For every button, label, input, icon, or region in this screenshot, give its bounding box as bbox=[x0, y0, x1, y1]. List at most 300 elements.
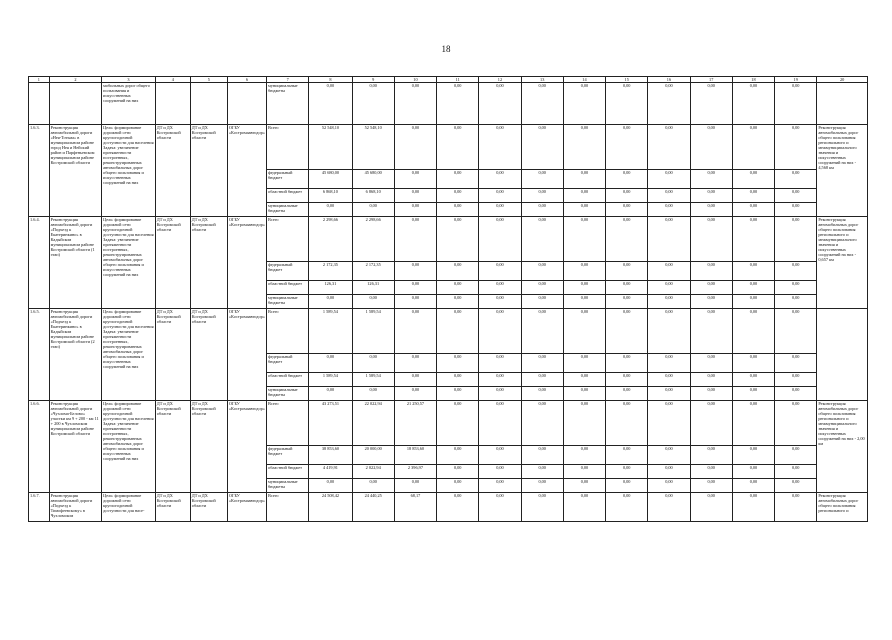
value-cell: 0,00 bbox=[563, 373, 605, 387]
value-cell: 0,00 bbox=[775, 281, 817, 295]
measure-row bbox=[29, 493, 868, 522]
value-cell: 0,00 bbox=[521, 281, 563, 295]
value-cell: 0,00 bbox=[648, 203, 690, 217]
value-cell: 0,00 bbox=[648, 262, 690, 281]
value-cell: 0,00 bbox=[479, 373, 521, 387]
value-cell: 0,00 bbox=[437, 295, 479, 309]
value-cell: 0,00 bbox=[479, 125, 521, 170]
value-cell: 0,00 bbox=[775, 309, 817, 354]
value-cell: 0,00 bbox=[648, 295, 690, 309]
value-cell: 0,00 bbox=[606, 479, 648, 493]
value-cell: 0,00 bbox=[394, 262, 436, 281]
column-header: 1 bbox=[29, 77, 50, 83]
measure-goal: Цель: формирование дорожной сети круглогодичной доступности для населения Задача: увеличение протяженности построенных, реконструированных автомобильных дорог общего пользования и искусственных сооружений на них bbox=[102, 125, 156, 217]
value-cell: 0,00 bbox=[690, 479, 732, 493]
program-table bbox=[28, 76, 868, 522]
measure-row bbox=[29, 309, 868, 354]
value-cell: 68,17 bbox=[394, 493, 436, 522]
value-cell: 0,00 bbox=[606, 373, 648, 387]
value-cell: 0,00 bbox=[606, 401, 648, 446]
value-cell: 0,00 bbox=[479, 189, 521, 203]
column-header: 13 bbox=[521, 77, 563, 83]
value-cell: 0,00 bbox=[648, 189, 690, 203]
value-cell: 0,00 bbox=[775, 354, 817, 373]
value-cell: 1 589,54 bbox=[352, 373, 394, 387]
value-cell: 24 440,25 bbox=[352, 493, 394, 522]
value-cell: 0,00 bbox=[690, 446, 732, 465]
value-cell: 0,00 bbox=[563, 401, 605, 446]
value-cell: 0,00 bbox=[775, 83, 817, 125]
value-cell: 0,00 bbox=[521, 295, 563, 309]
value-cell: 0,00 bbox=[521, 446, 563, 465]
empty-cell bbox=[29, 83, 50, 125]
value-cell: 0,00 bbox=[606, 217, 648, 262]
measure-goal: Цель: формирование дорожной сети круглогодичной доступности для населения Задача: увеличение протяженности построенных, реконструированных автомобильных дорог общего пользования и искусственных сооружений на них bbox=[102, 309, 156, 401]
empty-cell bbox=[817, 83, 868, 125]
value-cell: 0,00 bbox=[775, 295, 817, 309]
value-cell: 0,00 bbox=[775, 446, 817, 465]
value-cell: 45 680,00 bbox=[309, 170, 352, 189]
value-cell: 0,00 bbox=[690, 125, 732, 170]
value-cell: 0,00 bbox=[690, 83, 732, 125]
measure-name: Реконструкция автомобильной дороги «Нея-Тотьма» в муниципальном районе город Нея и Нейский район и Парфеньевском муниципальном районе Костромской области bbox=[49, 125, 102, 217]
value-cell: 0,00 bbox=[648, 373, 690, 387]
value-cell: 0,00 bbox=[690, 203, 732, 217]
value-cell: 0,00 bbox=[437, 387, 479, 401]
page-number: 18 bbox=[441, 44, 451, 54]
value-cell: 0,00 bbox=[732, 465, 774, 479]
value-cell: 0,00 bbox=[648, 83, 690, 125]
funding-source: областной бюджет bbox=[267, 373, 309, 387]
value-cell: 0,00 bbox=[394, 203, 436, 217]
value-cell: 0,00 bbox=[394, 295, 436, 309]
value-cell: 0,00 bbox=[521, 217, 563, 262]
empty-cell bbox=[49, 83, 102, 125]
value-cell: 4 419,91 bbox=[309, 465, 352, 479]
funding-source: муниципальные бюджеты bbox=[267, 479, 309, 493]
value-cell: 0,00 bbox=[521, 465, 563, 479]
value-cell: 0,00 bbox=[648, 493, 690, 522]
column-header: 10 bbox=[394, 77, 436, 83]
measure-code: 1.6.7. bbox=[29, 493, 50, 522]
value-cell: 0,00 bbox=[352, 83, 394, 125]
funding-source: областной бюджет bbox=[267, 189, 309, 203]
value-cell: 0,00 bbox=[521, 354, 563, 373]
measure-name: Реконструкция автомобильной дороги «Подъезд к Екатеринкино» в Кадыйском муниципальном районе Костромской области (2 этап) bbox=[49, 309, 102, 401]
measure-code: 1.6.5. bbox=[29, 309, 50, 401]
value-cell: 0,00 bbox=[352, 479, 394, 493]
value-cell: 0,00 bbox=[732, 189, 774, 203]
column-header: 2 bbox=[49, 77, 102, 83]
value-cell: 0,00 bbox=[394, 479, 436, 493]
column-header: 4 bbox=[155, 77, 190, 83]
value-cell: 0,00 bbox=[437, 189, 479, 203]
value-cell: 2 022,94 bbox=[352, 465, 394, 479]
value-cell: 0,00 bbox=[479, 83, 521, 125]
value-cell: 0,00 bbox=[606, 465, 648, 479]
value-cell: 0,00 bbox=[563, 309, 605, 354]
value-cell: 1 589,54 bbox=[352, 309, 394, 354]
value-cell: 0,00 bbox=[479, 401, 521, 446]
value-cell: 0,00 bbox=[732, 83, 774, 125]
value-cell: 0,00 bbox=[648, 446, 690, 465]
value-cell: 0,00 bbox=[775, 401, 817, 446]
value-cell: 0,00 bbox=[648, 125, 690, 170]
column-header: 16 bbox=[648, 77, 690, 83]
value-cell: 0,00 bbox=[563, 83, 605, 125]
value-cell: 0,00 bbox=[648, 217, 690, 262]
value-cell: 0,00 bbox=[732, 170, 774, 189]
measure-executor: ДТ и ДХ Костромской области bbox=[190, 125, 227, 217]
value-cell: 0,00 bbox=[479, 446, 521, 465]
value-cell: 0,00 bbox=[690, 217, 732, 262]
measure-result: Реконструкция автомобильных дорог общего пользования регионального и межмуниципального значения и искусственных сооружений на них - 4,568 км bbox=[817, 125, 868, 217]
value-cell: 0,00 bbox=[394, 354, 436, 373]
measure-org: ОГБУ «Костромаавтодор» bbox=[227, 125, 266, 217]
measure-name: Реконструкция автомобильной дороги «Подъезд к Тимофеевскому» в Чухломском bbox=[49, 493, 102, 522]
value-cell: 0,00 bbox=[563, 295, 605, 309]
value-cell: 0,00 bbox=[521, 170, 563, 189]
value-cell: 20 000,00 bbox=[352, 446, 394, 465]
value-cell: 0,00 bbox=[690, 170, 732, 189]
column-header: 3 bbox=[102, 77, 156, 83]
value-cell: 0,00 bbox=[479, 203, 521, 217]
value-cell: 0,00 bbox=[437, 262, 479, 281]
measure-executor: ДТ и ДХ Костромской области bbox=[190, 493, 227, 522]
value-cell: 0,00 bbox=[606, 354, 648, 373]
value-cell: 0,00 bbox=[648, 401, 690, 446]
value-cell: 0,00 bbox=[606, 493, 648, 522]
value-cell: 0,00 bbox=[775, 170, 817, 189]
value-cell: 0,00 bbox=[309, 83, 352, 125]
value-cell: 0,00 bbox=[352, 295, 394, 309]
value-cell: 0,00 bbox=[352, 387, 394, 401]
measure-org: ОГБУ «Костромаавтодор» bbox=[227, 493, 266, 522]
value-cell: 0,00 bbox=[563, 125, 605, 170]
value-cell: 22 022,94 bbox=[352, 401, 394, 446]
column-header: 11 bbox=[437, 77, 479, 83]
measure-customer: ДТ и ДХ Костромской области bbox=[155, 401, 190, 493]
funding-source: муниципальные бюджеты bbox=[267, 295, 309, 309]
value-cell: 0,00 bbox=[437, 373, 479, 387]
funding-source: муниципальные бюджеты bbox=[267, 203, 309, 217]
value-cell: 0,00 bbox=[775, 465, 817, 479]
value-cell: 0,00 bbox=[479, 309, 521, 354]
value-cell: 0,00 bbox=[437, 309, 479, 354]
measure-row bbox=[29, 217, 868, 262]
value-cell: 38 853,60 bbox=[309, 446, 352, 465]
value-cell: 0,00 bbox=[648, 309, 690, 354]
value-cell: 0,00 bbox=[479, 493, 521, 522]
value-cell: 0,00 bbox=[521, 203, 563, 217]
value-cell: 0,00 bbox=[775, 262, 817, 281]
column-header: 20 bbox=[817, 77, 868, 83]
measure-org: ОГБУ «Костромаавтодор» bbox=[227, 217, 266, 309]
value-cell: 0,00 bbox=[775, 189, 817, 203]
value-cell: 43 273,51 bbox=[309, 401, 352, 446]
funding-source: областной бюджет bbox=[267, 281, 309, 295]
value-cell: 2 298,66 bbox=[352, 217, 394, 262]
measure-row bbox=[29, 125, 868, 170]
funding-source: муниципальные бюджеты bbox=[267, 83, 309, 125]
measure-result: Реконструкция автомобильных дорог общего пользования регионального и bbox=[817, 493, 868, 522]
value-cell: 0,00 bbox=[479, 465, 521, 479]
value-cell: 0,00 bbox=[775, 387, 817, 401]
value-cell: 0,00 bbox=[521, 387, 563, 401]
funding-source: областной бюджет bbox=[267, 465, 309, 479]
value-cell: 0,00 bbox=[437, 401, 479, 446]
value-cell: 0,00 bbox=[732, 479, 774, 493]
value-cell: 0,00 bbox=[606, 189, 648, 203]
value-cell: 0,00 bbox=[732, 446, 774, 465]
empty-cell bbox=[190, 83, 227, 125]
value-cell: 45 680,00 bbox=[352, 170, 394, 189]
measure-result: Реконструкция автомобильных дорог общего пользования регионального и межмуниципального значения и искусственных сооружений на них - 2,00 км bbox=[817, 401, 868, 493]
funding-source: федеральный бюджет bbox=[267, 262, 309, 281]
funding-source: Всего bbox=[267, 493, 309, 522]
value-cell: 0,00 bbox=[732, 281, 774, 295]
measure-code: 1.6.6. bbox=[29, 401, 50, 493]
value-cell: 0,00 bbox=[648, 170, 690, 189]
value-cell: 126,31 bbox=[309, 281, 352, 295]
value-cell: 0,00 bbox=[437, 170, 479, 189]
value-cell: 0,00 bbox=[394, 281, 436, 295]
value-cell: 0,00 bbox=[563, 465, 605, 479]
value-cell: 6 868,10 bbox=[309, 189, 352, 203]
column-header: 7 bbox=[267, 77, 309, 83]
column-header: 18 bbox=[732, 77, 774, 83]
value-cell: 0,00 bbox=[437, 465, 479, 479]
value-cell: 0,00 bbox=[352, 203, 394, 217]
value-cell: 0,00 bbox=[775, 493, 817, 522]
measure-customer: ДТ и ДХ Костромской области bbox=[155, 125, 190, 217]
value-cell: 18 853,60 bbox=[394, 446, 436, 465]
funding-source: муниципальные бюджеты bbox=[267, 387, 309, 401]
value-cell: 126,31 bbox=[352, 281, 394, 295]
value-cell: 0,00 bbox=[437, 203, 479, 217]
measure-customer: ДТ и ДХ Костромской области bbox=[155, 493, 190, 522]
value-cell: 0,00 bbox=[479, 262, 521, 281]
column-header: 6 bbox=[227, 77, 266, 83]
value-cell: 0,00 bbox=[563, 479, 605, 493]
value-cell: 0,00 bbox=[775, 373, 817, 387]
value-cell: 0,00 bbox=[309, 387, 352, 401]
value-cell: 0,00 bbox=[309, 479, 352, 493]
funding-source: федеральный бюджет bbox=[267, 446, 309, 465]
value-cell: 0,00 bbox=[606, 446, 648, 465]
value-cell: 0,00 bbox=[563, 170, 605, 189]
funding-source: федеральный бюджет bbox=[267, 170, 309, 189]
value-cell: 0,00 bbox=[563, 217, 605, 262]
value-cell: 2 172,35 bbox=[352, 262, 394, 281]
value-cell: 0,00 bbox=[437, 217, 479, 262]
value-cell: 0,00 bbox=[394, 189, 436, 203]
value-cell: 0,00 bbox=[563, 262, 605, 281]
measure-org: ОГБУ «Костромаавтодор» bbox=[227, 309, 266, 401]
value-cell: 0,00 bbox=[437, 125, 479, 170]
measure-goal: Цель: формирование дорожной сети круглогодичной доступности для насе- bbox=[102, 493, 156, 522]
value-cell: 0,00 bbox=[775, 203, 817, 217]
value-cell: 0,00 bbox=[352, 354, 394, 373]
column-header: 19 bbox=[775, 77, 817, 83]
value-cell: 1 589,54 bbox=[309, 309, 352, 354]
value-cell: 52 548,10 bbox=[309, 125, 352, 170]
value-cell: 0,00 bbox=[394, 170, 436, 189]
value-cell: 0,00 bbox=[775, 217, 817, 262]
value-cell: 0,00 bbox=[521, 493, 563, 522]
value-cell: 0,00 bbox=[732, 401, 774, 446]
value-cell: 0,00 bbox=[690, 262, 732, 281]
value-cell: 0,00 bbox=[437, 281, 479, 295]
measure-name: Реконструкция автомобильной дороги «Подъезд к Екатеринкино» в Кадыйском муниципальном районе Костромской области (1 этап) bbox=[49, 217, 102, 309]
value-cell: 0,00 bbox=[394, 217, 436, 262]
value-cell: 0,00 bbox=[437, 493, 479, 522]
continuation-row bbox=[29, 83, 868, 125]
value-cell: 0,00 bbox=[394, 387, 436, 401]
measure-code: 1.6.4. bbox=[29, 217, 50, 309]
value-cell: 0,00 bbox=[563, 203, 605, 217]
value-cell: 0,00 bbox=[606, 295, 648, 309]
value-cell: 0,00 bbox=[732, 203, 774, 217]
value-cell: 0,00 bbox=[394, 373, 436, 387]
value-cell: 2 298,66 bbox=[309, 217, 352, 262]
measure-code: 1.6.3. bbox=[29, 125, 50, 217]
value-cell: 2 172,35 bbox=[309, 262, 352, 281]
measure-executor: ДТ и ДХ Костромской области bbox=[190, 309, 227, 401]
value-cell: 0,00 bbox=[732, 387, 774, 401]
value-cell: 24 508,42 bbox=[309, 493, 352, 522]
value-cell: 0,00 bbox=[606, 309, 648, 354]
value-cell: 0,00 bbox=[648, 465, 690, 479]
column-header: 8 bbox=[309, 77, 352, 83]
value-cell: 0,00 bbox=[606, 387, 648, 401]
value-cell: 0,00 bbox=[437, 446, 479, 465]
value-cell: 1 589,54 bbox=[309, 373, 352, 387]
value-cell: 0,00 bbox=[648, 354, 690, 373]
empty-cell bbox=[155, 83, 190, 125]
funding-source: Всего bbox=[267, 401, 309, 446]
funding-source: Всего bbox=[267, 125, 309, 170]
value-cell: 0,00 bbox=[394, 309, 436, 354]
value-cell: 0,00 bbox=[690, 387, 732, 401]
value-cell: 0,00 bbox=[648, 281, 690, 295]
value-cell: 0,00 bbox=[732, 125, 774, 170]
value-cell: 0,00 bbox=[775, 125, 817, 170]
value-cell: 52 548,10 bbox=[352, 125, 394, 170]
value-cell: 0,00 bbox=[563, 281, 605, 295]
value-cell: 0,00 bbox=[606, 281, 648, 295]
value-cell: 0,00 bbox=[437, 354, 479, 373]
value-cell: 0,00 bbox=[309, 295, 352, 309]
value-cell: 0,00 bbox=[394, 83, 436, 125]
measure-goal: Цель: формирование дорожной сети круглогодичной доступности для населения Задача: увеличение протяженности построенных, реконструированных автомобильных дорог общего пользования и искусственных сооружений на них bbox=[102, 217, 156, 309]
table-body bbox=[29, 83, 868, 522]
value-cell: 0,00 bbox=[563, 189, 605, 203]
measure-executor: ДТ и ДХ Костромской области bbox=[190, 401, 227, 493]
measure-customer: ДТ и ДХ Костромской области bbox=[155, 217, 190, 309]
measure-executor: ДТ и ДХ Костромской области bbox=[190, 217, 227, 309]
column-header: 12 bbox=[479, 77, 521, 83]
measure-org: ОГБУ «Костромаавтодор» bbox=[227, 401, 266, 493]
value-cell: 0,00 bbox=[732, 373, 774, 387]
value-cell: 0,00 bbox=[732, 493, 774, 522]
value-cell: 0,00 bbox=[479, 217, 521, 262]
value-cell: 0,00 bbox=[563, 493, 605, 522]
value-cell: 0,00 bbox=[521, 479, 563, 493]
column-header: 17 bbox=[690, 77, 732, 83]
value-cell: 0,00 bbox=[648, 387, 690, 401]
value-cell: 0,00 bbox=[479, 387, 521, 401]
value-cell: 21 250,57 bbox=[394, 401, 436, 446]
value-cell: 0,00 bbox=[690, 189, 732, 203]
value-cell: 0,00 bbox=[690, 281, 732, 295]
funding-source: Всего bbox=[267, 217, 309, 262]
value-cell: 0,00 bbox=[606, 203, 648, 217]
funding-source: Всего bbox=[267, 309, 309, 354]
column-header: 5 bbox=[190, 77, 227, 83]
value-cell: 0,00 bbox=[309, 203, 352, 217]
value-cell: 0,00 bbox=[521, 125, 563, 170]
value-cell: 0,00 bbox=[690, 354, 732, 373]
value-cell: 0,00 bbox=[309, 354, 352, 373]
value-cell: 0,00 bbox=[521, 373, 563, 387]
value-cell: 0,00 bbox=[521, 401, 563, 446]
measure-goal: Цель: формирование дорожной сети круглогодичной доступности для населения Задача: увеличение протяженности построенных, реконструированных автомобильных дорог общего пользования и искусственных сооружений на них bbox=[102, 401, 156, 493]
measure-result bbox=[817, 309, 868, 401]
value-cell: 0,00 bbox=[479, 170, 521, 189]
value-cell: 0,00 bbox=[732, 309, 774, 354]
value-cell: 0,00 bbox=[521, 309, 563, 354]
measure-result: Реконструкция автомобильных дорог общего пользования регионального и межмуниципального значения и искусственных сооружений на них - 0,657 км bbox=[817, 217, 868, 309]
funding-source: федеральный бюджет bbox=[267, 354, 309, 373]
value-cell: 0,00 bbox=[479, 295, 521, 309]
value-cell: 0,00 bbox=[394, 125, 436, 170]
empty-cell bbox=[227, 83, 266, 125]
value-cell: 0,00 bbox=[521, 83, 563, 125]
value-cell: 0,00 bbox=[479, 354, 521, 373]
value-cell: 0,00 bbox=[606, 83, 648, 125]
value-cell: 0,00 bbox=[606, 262, 648, 281]
value-cell: 0,00 bbox=[521, 189, 563, 203]
value-cell: 0,00 bbox=[690, 373, 732, 387]
column-header: 15 bbox=[606, 77, 648, 83]
value-cell: 0,00 bbox=[732, 295, 774, 309]
value-cell: 0,00 bbox=[563, 446, 605, 465]
value-cell: 0,00 bbox=[563, 354, 605, 373]
value-cell: 0,00 bbox=[690, 465, 732, 479]
value-cell: 6 868,10 bbox=[352, 189, 394, 203]
value-cell: 0,00 bbox=[732, 217, 774, 262]
value-cell: 2 396,97 bbox=[394, 465, 436, 479]
value-cell: 0,00 bbox=[690, 493, 732, 522]
value-cell: 0,00 bbox=[732, 262, 774, 281]
value-cell: 0,00 bbox=[479, 281, 521, 295]
column-header: 14 bbox=[563, 77, 605, 83]
value-cell: 0,00 bbox=[606, 170, 648, 189]
measure-customer: ДТ и ДХ Костромской области bbox=[155, 309, 190, 401]
value-cell: 0,00 bbox=[690, 295, 732, 309]
value-cell: 0,00 bbox=[437, 83, 479, 125]
value-cell: 0,00 bbox=[479, 479, 521, 493]
value-cell: 0,00 bbox=[437, 479, 479, 493]
goal-text: мобильных дорог общего пользования и искусственных сооружений на них bbox=[102, 83, 156, 125]
value-cell: 0,00 bbox=[775, 479, 817, 493]
value-cell: 0,00 bbox=[732, 354, 774, 373]
measure-row bbox=[29, 401, 868, 446]
value-cell: 0,00 bbox=[563, 387, 605, 401]
column-header: 9 bbox=[352, 77, 394, 83]
value-cell: 0,00 bbox=[648, 479, 690, 493]
